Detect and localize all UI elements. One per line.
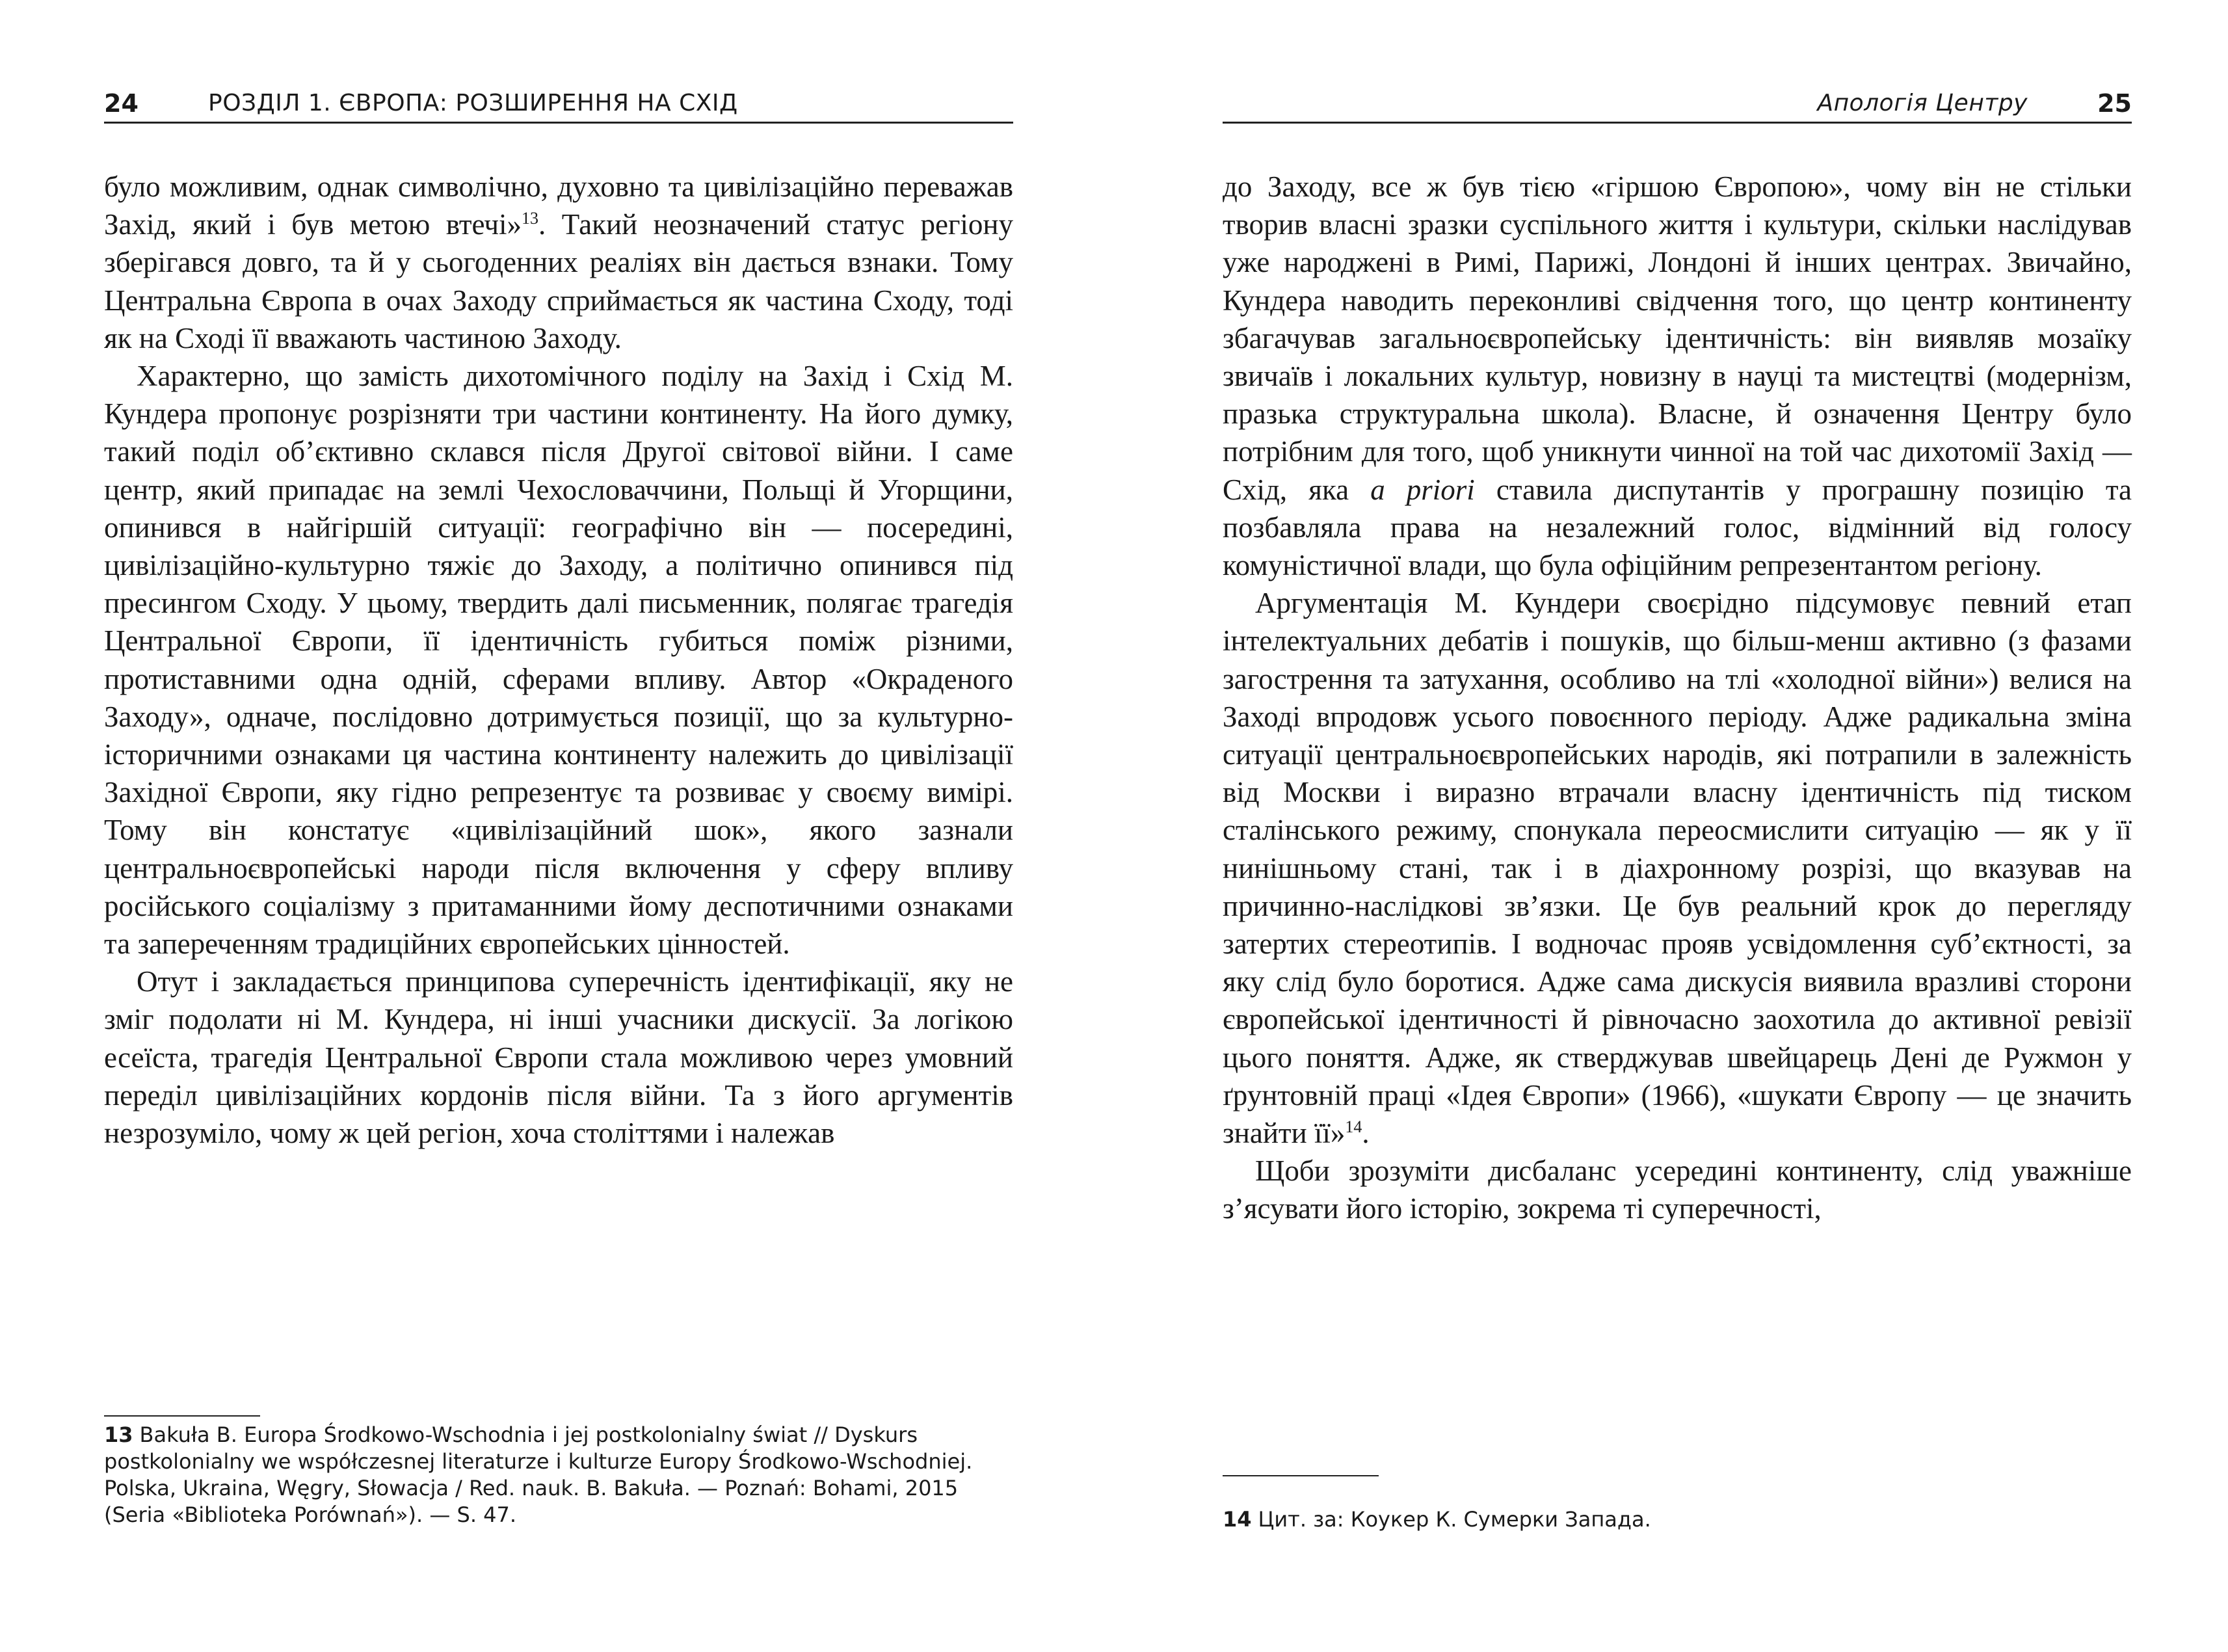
paragraph-text: . Такий неозначений статус регіону зберігався довго, та й у сьогоденних реаліях він дається взнаки. Тому Центральна Європа в очах Заходу сприймається як частина Сходу, тоді як на Сході її вважають частиною Заходу. — [104, 208, 1013, 354]
italic-phrase: a priori — [1370, 473, 1475, 506]
paragraph — [1223, 168, 2132, 584]
page-number: 25 — [2097, 89, 2132, 118]
footnote-divider — [104, 1415, 260, 1417]
running-head: РОЗДІЛ 1. ЄВРОПА: РОЗШИРЕННЯ НА СХІД — [208, 90, 738, 116]
running-head: Апологія Центру — [1817, 90, 2028, 116]
paragraph-text: ставила диспутантів у програшну позицію та позбавляла права на незалежний голос, відмінний від голосу комуністичної влади, що була офіційним репрезентантом регіону. — [1223, 473, 2132, 582]
footnote-divider — [1223, 1475, 1379, 1476]
footnote — [104, 1422, 1013, 1528]
paragraph: Отут і закладається принципова суперечність ідентифікації, яку не зміг подолати ні М. Кундера, ні інші учасники дискусії. За логікою есеїста, трагедія Центральної Європи стала можливою через умовний переділ цивілізаційних кордонів після війни. Та з його аргументів незрозуміло, чому ж цей регіон, хоча століттями і належав — [104, 965, 1013, 1150]
left-body-text — [104, 168, 1013, 1152]
footnote-ref[interactable]: 14 — [1345, 1117, 1362, 1137]
paragraph — [104, 168, 1013, 357]
right-page-header — [1223, 83, 2132, 124]
right-body-text — [1223, 168, 2132, 1228]
left-page — [104, 0, 1013, 1652]
left-page-header — [104, 83, 1013, 124]
footnote-text: Bakuła B. Europa Środkowo-Wschodnia i jej postkolonialny świat // Dyskurs postkolonialny we współczesnej literaturze i kulturze Europy Środkowo-Wschodniej. Polska, Ukraina, Węgry, Słowacja / Red. nauk. B. Bakuła. — Poznań: Bohami, 2015 (Seria «Biblioteka Porównań»). — S. 47. — [104, 1422, 973, 1527]
footnote-number: 14 — [1223, 1507, 1252, 1532]
paragraph-text: . — [1362, 1117, 1370, 1150]
page-number: 24 — [104, 89, 139, 118]
right-page — [1223, 0, 2132, 1652]
paragraph: Характерно, що замість дихотомічного поділу на Захід і Схід М. Кундера пропонує розрізняти три частини континенту. На його думку, такий поділ об’єктивно склався після Другої світової війни. І саме центр, який припадає на землі Чехословаччини, Польщі й Угорщини, опинився в найгіршій ситуації: географічно він — посередині, цивілізаційно-культурно тяжіє до Заходу, а політично опинився під пресингом Сходу. У цьому, твердить далі письменник, полягає трагедія Центральної Європи, її ідентичність губиться поміж різними, протиставними одна одній, сферами впливу. Автор «Окраденого Заходу», одначе, послідовно дотримується позиції, що за культурно-історичними ознаками ця частина континенту належить до цивілізації Західної Європи, яку гідно репрезентує та розвиває у своєму вимірі. Тому він констатує «цивілізаційний шок», якого зазнали центральноєвропейські народи після включення у сферу впливу російського соціалізму з притаманними йому деспотичними ознаками та запереченням традиційних європейських цінностей. — [104, 360, 1013, 961]
footnote-ref[interactable]: 13 — [522, 209, 539, 228]
paragraph-text: було можливим, однак символічно, духовно та цивілізаційно переважав Захід, який і був метою втечі» — [104, 170, 1013, 241]
paragraph-text: до Заходу, все ж був тією «гіршою Європою», чому він не стільки творив власні зразки суспільного життя і культури, скільки наслідував уже народжені в Римі, Парижі, Лондоні й інших центрах. Звичайно, Кундера наводить переконливі свідчення того, що центр континенту збагачував загальноєвропейську ідентичність: він виявляв мозаїку звичаїв і локальних культур, новизну в науці та мистецтві (модернізм, празька структуральна школа). Власне, й означення Центру було потрібним для того, щоб уникнути чинної на той час дихотомії Захід — Схід, яка — [1223, 170, 2132, 506]
footnote-number: 13 — [104, 1422, 133, 1447]
paragraph: Щоби зрозуміти дисбаланс усередині континенту, слід уважніше з’ясувати його історію, зокрема ті суперечності, — [1223, 1154, 2132, 1225]
footnote — [1223, 1506, 2132, 1533]
paragraph-text: Аргументація М. Кундери своєрідно підсумовує певний етап інтелектуальних дебатів і пошуків, що більш-менш активно (з фазами загострення та затухання, особливо на тлі «холодної війни») велися на Заході впродовж усього повоєнного періоду. Адже радикальна зміна ситуації центральноєвропейських народів, які потрапили в залежність від Москви і виразно втрачали власну ідентичність під тиском сталінського режиму, спонукала переосмислити ситуацію — як у її нинішньому стані, так і в діахронному розрізі, що вказував на причинно-наслідкові зв’язки. Це був реальний крок до перегляду затертих стереотипів. І водночас прояв усвідомлення суб’єктності, за яку слід було боротися. Адже сама дискусія виявила вразливі сторони європейської ідентичності й рівночасно заохотила до активної ревізії цього поняття. Адже, як стверджував швейцарець Дені де Ружмон у ґрунтовній праці «Ідея Європи» (1966), «шукати Європу — це значить знайти її» — [1223, 587, 2132, 1150]
paragraph — [1223, 584, 2132, 1152]
footnote-text: Цит. за: Коукер К. Сумерки Запада. — [1258, 1507, 1651, 1532]
